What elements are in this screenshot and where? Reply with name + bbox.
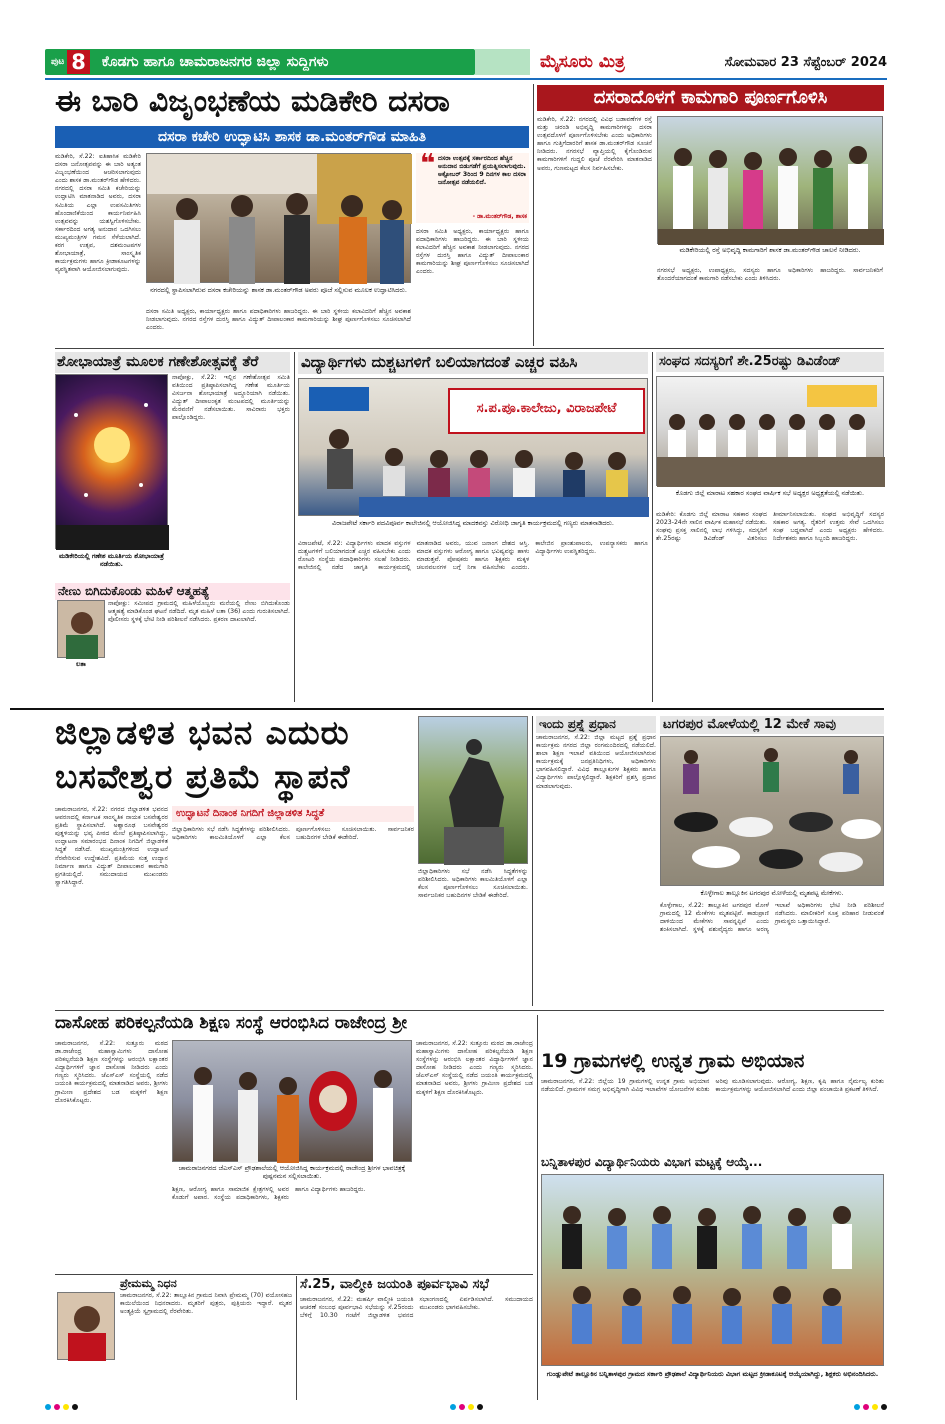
- story3-photo-illustration: [56, 375, 169, 550]
- story1-caption: ನಗರದಲ್ಲಿ ಸ್ಥಾಪಿಸಲಾಗಿರುವ ದಸರಾ ಕಚೇರಿಯನ್ನು ಶಾಸಕ ಡಾ.ಮಂತರ್‌ಗೌಡ ಅವರು ಪೂಜೆ ಸಲ್ಲಿಸುವ ಮೂಲಕ ಉದ್ಘಾಟಿಸಿದರು.: [150, 286, 407, 294]
- story4-photo-illustration: [299, 379, 649, 517]
- issue-date: ಸೋಮವಾರ 23 ಸೆಪ್ಟೆಂಬರ್ 2024: [724, 54, 887, 70]
- registration-dots-center: [450, 1404, 483, 1410]
- section-rule: [10, 708, 884, 710]
- column-rule: [533, 84, 534, 346]
- story10-body-col3: ಚಾಮರಾಜನಗರ, ಸೆ.22: ಸುತ್ತೂರು ಮಠದ ಡಾ.ರಾಜೇಂದ್ರ ಮಹಾಸ್ವಾಮಿಗಳು ದಾಸೋಹ ಪರಿಕಲ್ಪನೆಯಡಿ ಶಿಕ್ಷಣ ಸಂಸ್ಥೆಗಳನ್ನು ಆರಂಭಿಸಿ ಲಕ್ಷಾಂತರ ವಿದ್ಯಾರ್ಥಿಗಳಿಗೆ ಜ್ಞಾನ ದಾಸೋಹ ನೀಡಿದರು ಎಂದು ಗಣ್ಯರು ಸ್ಮರಿಸಿದರು. ಜೆಎಸ್‌ಎಸ್ ಸಂಸ್ಥೆಯಲ್ಲಿ ನಡೆದ ಜಯಂತಿ ಕಾರ್ಯಕ್ರಮದಲ್ಲಿ ಮಾತನಾಡಿದ ಅವರು, ಶ್ರೀಗಳು ಗ್ರಾಮೀಣ ಪ್ರದೇಶದ ಬಡ ಮಕ್ಕಳಿಗೆ ಶಿಕ್ಷಣ ದೊರಕಿಸಿಕೊಟ್ಟರು.: [416, 1040, 535, 1096]
- column-rule: [294, 352, 295, 702]
- story12-caption: ಗುಂಡ್ಲುಪೇಟೆ ತಾಲ್ಲೂಕಿನ ಬನ್ನಿತಾಳಪುರ ಗ್ರಾಮದ ಸರ್ಕಾರಿ ಪ್ರೌಢಶಾಲೆ ವಿದ್ಯಾರ್ಥಿನಿಯರು ವಿಭಾಗ ಮಟ್ಟದ ಕ್ರೀಡಾಕೂಟಕ್ಕೆ ಆಯ್ಕೆಯಾಗಿದ್ದು, ಶಿಕ್ಷಕರು ಅಭಿನಂದಿಸಿದರು.: [546, 1370, 879, 1378]
- story5-body: ಮಡಿಕೇರಿ: ಕೊಡಗು ಜಿಲ್ಲೆ ಮಾರಾಟ ಸಹಕಾರ ಸಂಘದ 2023-24ನೇ ಸಾಲಿನ ವಾರ್ಷಿಕ ಮಹಾಸಭೆ ನಡೆಯಿತು. ಸಂಘವು ಪ್ರಸಕ್ತ ಸಾಲಿನಲ್ಲಿ ಲಾಭ ಗಳಿಸಿದ್ದು, ಸದಸ್ಯರಿಗೆ ಶೇ.25ರಷ್ಟು ಡಿವಿಡೆಂಡ್ ವಿತರಿಸಲು ತೀರ್ಮಾನಿಸಲಾಯಿತು. ಸಂಘದ ಅಭಿವೃದ್ಧಿಗೆ ಸದಸ್ಯರ ಸಹಕಾರ ಅಗತ್ಯ. ರೈತರಿಗೆ ಉತ್ತಮ ಸೇವೆ ಒದಗಿಸಲು ಸಂಘ ಬದ್ಧವಾಗಿದೆ ಎಂದು ಅಧ್ಯಕ್ಷರು ಹೇಳಿದರು. ನಿರ್ದೇಶಕರು ಹಾಗೂ ಸಿಬ್ಬಂದಿ ಹಾಜರಿದ್ದರು.: [656, 511, 886, 543]
- story4-caption: ವಿರಾಜಪೇಟೆ ಸರ್ಕಾರಿ ಪದವಿಪೂರ್ವ ಕಾಲೇಜಿನಲ್ಲಿ ಆಯೋಜಿಸಿದ್ದ ಮಾದಕವಸ್ತು ವಿರೋಧಿ ಜಾಗೃತಿ ಕಾರ್ಯಕ್ರಮದಲ್ಲಿ ಗಣ್ಯರು ಮಾತನಾಡಿದರು.: [332, 519, 614, 527]
- story1-body-bottom: ದಸರಾ ಸಮಿತಿ ಅಧ್ಯಕ್ಷರು, ಕಾರ್ಯಾಧ್ಯಕ್ಷರು ಹಾಗೂ ಪದಾಧಿಕಾರಿಗಳು ಹಾಜರಿದ್ದರು. ಈ ಬಾರಿ ಸ್ಥಳೀಯ ಕಲಾವಿದರಿಗೆ ಹೆಚ್ಚಿನ ಅವಕಾಶ ನೀಡಲಾಗುವುದು. ನಗರದ ರಸ್ತೆಗಳ ದುರಸ್ತಿ ಹಾಗೂ ವಿದ್ಯುತ್ ದೀಪಾಲಂಕಾರ ಕಾಮಗಾರಿಯನ್ನು ಶೀಘ್ರ ಪೂರ್ಣಗೊಳಿಸಲು ಸೂಚಿಸಲಾಗಿದೆ ಎಂದರು.: [146, 308, 413, 332]
- story2-photo-illustration: [658, 117, 884, 245]
- story10-body-col1: ಚಾಮರಾಜನಗರ, ಸೆ.22: ಸುತ್ತೂರು ಮಠದ ಡಾ.ರಾಜೇಂದ್ರ ಮಹಾಸ್ವಾಮಿಗಳು ದಾಸೋಹ ಪರಿಕಲ್ಪನೆಯಡಿ ಶಿಕ್ಷಣ ಸಂಸ್ಥೆಗಳನ್ನು ಆರಂಭಿಸಿ ಲಕ್ಷಾಂತರ ವಿದ್ಯಾರ್ಥಿಗಳಿಗೆ ಜ್ಞಾನ ದಾಸೋಹ ನೀಡಿದರು ಎಂದು ಗಣ್ಯರು ಸ್ಮರಿಸಿದರು. ಜೆಎಸ್‌ಎಸ್ ಸಂಸ್ಥೆಯಲ್ಲಿ ನಡೆದ ಜಯಂತಿ ಕಾರ್ಯಕ್ರಮದಲ್ಲಿ ಮಾತನಾಡಿದ ಅವರು, ಶ್ರೀಗಳು ಗ್ರಾಮೀಣ ಪ್ರದೇಶದ ಬಡ ಮಕ್ಕಳಿಗೆ ಶಿಕ್ಷಣ ದೊರಕಿಸಿಕೊಟ್ಟರು.: [55, 1040, 170, 1104]
- story1-photo: [146, 153, 411, 283]
- story8-body: ಚಾಮರಾಜನಗರ, ಸೆ.22: ಜಿಲ್ಲಾ ಮಟ್ಟದ ಪ್ರಶ್ನೆ ಪ್ರಧಾನ ಕಾರ್ಯಕ್ರಮ ನಗರದ ಜಿಲ್ಲಾ ರಂಗಮಂದಿರದಲ್ಲಿ ನಡೆಯಲಿದೆ. ಶಾಲಾ ಶಿಕ್ಷಣ ಇಲಾಖೆ ವತಿಯಿಂದ ಆಯೋಜಿಸಲಾಗಿರುವ ಕಾರ್ಯಕ್ರಮಕ್ಕೆ ಜನಪ್ರತಿನಿಧಿಗಳು, ಅಧಿಕಾರಿಗಳು ಭಾಗವಹಿಸಲಿದ್ದಾರೆ. ವಿವಿಧ ತಾಲ್ಲೂಕುಗಳ ಶಿಕ್ಷಕರು ಹಾಗೂ ವಿದ್ಯಾರ್ಥಿಗಳು ಪಾಲ್ಗೊಳ್ಳಲಿದ್ದಾರೆ. ಶಿಕ್ಷಕರಿಗೆ ಪ್ರಶಸ್ತಿ ಪ್ರದಾನ ಮಾಡಲಾಗುವುದು.: [536, 734, 658, 790]
- story9-photo: [660, 736, 884, 886]
- story1-body-col1: ಮಡಿಕೇರಿ, ಸೆ.22: ಐತಿಹಾಸಿಕ ಮಡಿಕೇರಿ ದಸರಾ ಜನೋತ್ಸವವನ್ನು ಈ ಬಾರಿ ಅತ್ಯಂತ ವಿಜೃಂಭಣೆಯಿಂದ ಆಚರಿಸಲಾಗುವುದು ಎಂದು ಶಾಸಕ ಡಾ.ಮಂತರ್‌ಗೌಡ ಹೇಳಿದರು. ನಗರದಲ್ಲಿ ದಸರಾ ಸಮಿತಿ ಕಚೇರಿಯನ್ನು ಉದ್ಘಾಟಿಸಿ ಮಾತನಾಡಿದ ಅವರು, ದಸರಾ ಸಮಿತಿಯ ಎಲ್ಲಾ ಉಪಸಮಿತಿಗಳು ಹೊಂದಾಣಿಕೆಯಿಂದ ಕಾರ್ಯನಿರ್ವಹಿಸಿ ಉತ್ಸವವನ್ನು ಯಶಸ್ವಿಗೊಳಿಸಬೇಕು. ಸರ್ಕಾರದಿಂದ ಅಗತ್ಯ ಅನುದಾನ ಒದಗಿಸಲು ಮುಖ್ಯಮಂತ್ರಿಗಳ ಗಮನ ಸೆಳೆಯಲಾಗಿದೆ. ಕರಗ ಉತ್ಸವ, ದಶಮಂಟಪಗಳ ಶೋಭಾಯಾತ್ರೆ, ಸಾಂಸ್ಕೃತಿಕ ಕಾರ್ಯಕ್ರಮಗಳು ಹಾಗೂ ಕ್ರೀಡಾಕೂಟಗಳನ್ನು ವ್ಯವಸ್ಥಿತವಾಗಿ ಆಯೋಜಿಸಲಾಗುವುದು.: [55, 153, 143, 274]
- column-rule: [652, 352, 653, 702]
- story4-photo: [298, 378, 648, 516]
- story10-body-col2: ಶಿಕ್ಷಣ, ಆರೋಗ್ಯ ಹಾಗೂ ಸಾಮಾಜಿಕ ಕ್ಷೇತ್ರಗಳಲ್ಲಿ ಅವರ ಕೊಡುಗೆ ಅಪಾರ. ಸಂಸ್ಥೆಯ ಪದಾಧಿಕಾರಿಗಳು, ಶಿಕ್ಷಕರು ಹಾಗೂ ವಿದ್ಯಾರ್ಥಿಗಳು ಹಾಜರಿದ್ದರು.: [172, 1186, 366, 1202]
- story4-headline: ವಿದ್ಯಾರ್ಥಿಗಳು ದುಶ್ಚಟಗಳಿಗೆ ಬಲಿಯಾಗದಂತೆ ಎಚ್ಚರ ವಹಿಸಿ: [298, 352, 648, 374]
- page-label: ಪುಟ: [51, 57, 65, 67]
- story11-body: ಚಾಮರಾಜನಗರ, ಸೆ.22: ಜಿಲ್ಲೆಯ 19 ಗ್ರಾಮಗಳಲ್ಲಿ ಉನ್ನತ ಗ್ರಾಮ ಅಭಿಯಾನ ನಡೆಯಲಿದೆ. ಗ್ರಾಮಗಳ ಸಮಗ್ರ ಅಭಿವೃದ್ಧಿಗಾಗಿ ವಿವಿಧ ಇಲಾಖೆಗಳ ಯೋಜನೆಗಳ ಕುರಿತು ಅರಿವು ಮೂಡಿಸಲಾಗುವುದು. ಆರೋಗ್ಯ, ಶಿಕ್ಷಣ, ಕೃಷಿ ಹಾಗೂ ನೈರ್ಮಲ್ಯ ಕುರಿತು ಕಾರ್ಯಕ್ರಮಗಳನ್ನು ಆಯೋಜಿಸಲಾಗಿದೆ ಎಂದು ಜಿಲ್ಲಾ ಪಂಚಾಯಿತಿ ಪ್ರಕಟಣೆ ತಿಳಿಸಿದೆ.: [541, 1078, 886, 1094]
- story4-body: ವಿರಾಜಪೇಟೆ, ಸೆ.22: ವಿದ್ಯಾರ್ಥಿಗಳು ಮಾದಕ ವಸ್ತುಗಳ ದುಶ್ಚಟಗಳಿಗೆ ಬಲಿಯಾಗದಂತೆ ಎಚ್ಚರ ವಹಿಸಬೇಕು ಎಂದು ರೋಟರಿ ಸಂಸ್ಥೆಯ ಪದಾಧಿಕಾರಿಗಳು ಸಲಹೆ ನೀಡಿದರು. ಕಾಲೇಜಿನಲ್ಲಿ ನಡೆದ ಜಾಗೃತಿ ಕಾರ್ಯಕ್ರಮದಲ್ಲಿ ಮಾತನಾಡಿದ ಅವರು, ಯುವ ಜನಾಂಗ ದೇಶದ ಆಸ್ತಿ. ಮಾದಕ ವಸ್ತುಗಳು ಆರೋಗ್ಯ ಹಾಗೂ ಭವಿಷ್ಯವನ್ನು ಹಾಳು ಮಾಡುತ್ತವೆ. ಪೋಷಕರು ಹಾಗೂ ಶಿಕ್ಷಕರು ಮಕ್ಕಳ ಚಲನವಲನಗಳ ಬಗ್ಗೆ ನಿಗಾ ವಹಿಸಬೇಕು ಎಂದರು. ಕಾಲೇಜಿನ ಪ್ರಾಂಶುಪಾಲರು, ಉಪನ್ಯಾಸಕರು ಹಾಗೂ ವಿದ್ಯಾರ್ಥಿಗಳು ಉಪಸ್ಥಿತರಿದ್ದರು.: [298, 540, 650, 572]
- statue-illustration: [419, 717, 529, 865]
- story1-headline: ಈ ಬಾರಿ ವಿಜೃಂಭಣೆಯ ಮಡಿಕೇರಿ ದಸರಾ: [55, 84, 450, 119]
- story11-headline: 19 ಗ್ರಾಮಗಳಲ್ಲಿ ಉನ್ನತ ಗ್ರಾಮ ಅಭಿಯಾನ: [541, 1050, 805, 1072]
- story7-headline-line2: ಬಸವೇಶ್ವರ ಪ್ರತಿಮೆ ಸ್ಥಾಪನೆ: [55, 757, 351, 796]
- story13-body: ಚಾಮರಾಜನಗರ, ಸೆ.22: ತಾಲ್ಲೂಕಿನ ಗ್ರಾಮದ ನಿವಾಸಿ ಪ್ರೇಮಮ್ಮ (70) ವಯೋಸಹಜ ಕಾಯಿಲೆಯಿಂದ ನಿಧನರಾದರು. ಮೃತರಿಗೆ ಪುತ್ರರು, ಪುತ್ರಿಯರು ಇದ್ದಾರೆ. ಮೃತರ ಅಂತ್ಯಕ್ರಿಯೆ ಸ್ವಗ್ರಾಮದಲ್ಲಿ ನೆರವೇರಿತು.: [120, 1292, 294, 1316]
- banner-decoration: [475, 49, 530, 75]
- story2-photo: [657, 116, 883, 244]
- story7-body-col1: ಚಾಮರಾಜನಗರ, ಸೆ.22: ನಗರದ ಜಿಲ್ಲಾಡಳಿತ ಭವನದ ಆವರಣದಲ್ಲಿ ಕರ್ನಾಟಕ ಸಾಂಸ್ಕೃತಿಕ ನಾಯಕ ಬಸವೇಶ್ವರರ ಪ್ರತಿಮೆ ಸ್ಥಾಪಿಸಲಾಗಿದೆ. ಅಶ್ವಾರೂಢ ಬಸವೇಶ್ವರರ ಪುತ್ಥಳಿಯನ್ನು ಭವ್ಯ ಪೀಠದ ಮೇಲೆ ಪ್ರತಿಷ್ಠಾಪಿಸಲಾಗಿದ್ದು, ಉದ್ಘಾಟನಾ ಸಮಾರಂಭದ ದಿನಾಂಕ ನಿಗದಿಗೆ ಜಿಲ್ಲಾಡಳಿತ ಸಿದ್ಧತೆ ನಡೆಸಿದೆ. ಮುಖ್ಯಮಂತ್ರಿಗಳಿಂದ ಉದ್ಘಾಟನೆ ನೆರವೇರಿಸುವ ಉದ್ದೇಶವಿದೆ. ಪ್ರತಿಮೆಯ ಸುತ್ತ ಉದ್ಯಾನ ನಿರ್ಮಾಣ ಹಾಗೂ ವಿದ್ಯುತ್ ದೀಪಾಲಂಕಾರ ಕಾಮಗಾರಿ ಪ್ರಗತಿಯಲ್ಲಿದೆ. ಸಮುದಾಯದ ಮುಖಂಡರು ಸ್ವಾಗತಿಸಿದ್ದಾರೆ.: [55, 806, 170, 886]
- story13-headline: ಪ್ರೇಮಮ್ಮ ನಿಧನ: [120, 1277, 177, 1290]
- story7-photo: [418, 716, 528, 864]
- section-rule: [55, 1274, 533, 1275]
- story5-photo-illustration: [657, 377, 885, 487]
- story10-headline: ದಾಸೋಹ ಪರಿಕಲ್ಪನೆಯಡಿ ಶಿಕ್ಷಣ ಸಂಸ್ಥೆ ಆರಂಭಿಸಿದ ರಾಜೇಂದ್ರ ಶ್ರೀ: [55, 1013, 408, 1033]
- story8-headline: ಇಂದು ಪ್ರಶ್ನೆ ಪ್ರಧಾನ: [536, 716, 656, 733]
- quote-mark-icon: ❝: [420, 149, 436, 179]
- story14-headline: ಸೆ.25, ವಾಲ್ಮೀಕಿ ಜಯಂತಿ ಪೂರ್ವಭಾವಿ ಸಭೆ: [300, 1277, 489, 1292]
- story1-quote-box: [416, 149, 529, 223]
- portrait-icon: [58, 1293, 116, 1361]
- story1-body-col3: ದಸರಾ ಸಮಿತಿ ಅಧ್ಯಕ್ಷರು, ಕಾರ್ಯಾಧ್ಯಕ್ಷರು ಹಾಗೂ ಪದಾಧಿಕಾರಿಗಳು ಹಾಜರಿದ್ದರು. ಈ ಬಾರಿ ಸ್ಥಳೀಯ ಕಲಾವಿದರಿಗೆ ಹೆಚ್ಚಿನ ಅವಕಾಶ ನೀಡಲಾಗುವುದು. ನಗರದ ರಸ್ತೆಗಳ ದುರಸ್ತಿ ಹಾಗೂ ವಿದ್ಯುತ್ ದೀಪಾಲಂಕಾರ ಕಾಮಗಾರಿಯನ್ನು ಶೀಘ್ರ ಪೂರ್ಣಗೊಳಿಸಲು ಸೂಚಿಸಲಾಗಿದೆ ಎಂದರು.: [416, 228, 531, 276]
- registration-dots-left: [45, 1404, 78, 1410]
- story7-subhead: ಉದ್ಘಾಟನೆ ದಿನಾಂಕ ನಿಗದಿಗೆ ಜಿಲ್ಲಾಡಳಿತ ಸಿದ್ಧತೆ: [172, 806, 414, 822]
- story7-body-col2: ಜಿಲ್ಲಾಧಿಕಾರಿಗಳು ಸಭೆ ನಡೆಸಿ ಸಿದ್ಧತೆಗಳನ್ನು ಪರಿಶೀಲಿಸಿದರು. ಅಧಿಕಾರಿಗಳು ಕಾಲಮಿತಿಯೊಳಗೆ ಎಲ್ಲಾ ಕೆಲಸ ಪೂರ್ಣಗೊಳಿಸಲು ಸೂಚಿಸಲಾಯಿತು. ಸಾರ್ವಜನಿಕರ ಬಹುದಿನಗಳ ಬೇಡಿಕೆ ಈಡೇರಿದೆ.: [172, 826, 416, 842]
- page-number: 8: [67, 50, 90, 74]
- story5-caption: ಕೊಡಗು ಜಿಲ್ಲೆ ಮಾರಾಟ ಸಹಕಾರ ಸಂಘದ ವಾರ್ಷಿಕ ಸಭೆ ಅಧ್ಯಕ್ಷರ ಅಧ್ಯಕ್ಷತೆಯಲ್ಲಿ ನಡೆಯಿತು.: [675, 489, 865, 497]
- story6-photo: [57, 600, 105, 658]
- story5-headline: ಸಂಘದ ಸದಸ್ಯರಿಗೆ ಶೇ.25ರಷ್ಟು ಡಿವಿಡೆಂಡ್: [656, 352, 884, 372]
- story6-photo-label: ಲತಾ: [76, 660, 86, 668]
- newspaper-logo: ಮೈಸೂರು ಮಿತ್ರ: [540, 52, 625, 72]
- story3-photo: [55, 374, 168, 549]
- story1-quote-text: ದಸರಾ ಉತ್ಸವಕ್ಕೆ ಸರ್ಕಾರದಿಂದ ಹೆಚ್ಚಿನ ಅನುದಾನ ಬಿಡುಗಡೆಗೆ ಪ್ರಯತ್ನಿಸಲಾಗುವುದು. ಅಕ್ಟೋಬರ್ 3ರಿಂದ 9 ದಿನಗಳ ಕಾಲ ದಸರಾ ಜನೋತ್ಸವ ನಡೆಯಲಿದೆ.: [438, 155, 527, 186]
- story1-subhead: ದಸರಾ ಕಚೇರಿ ಉದ್ಘಾಟಿಸಿ ಶಾಸಕ ಡಾ.ಮಂತರ್‌ಗೌಡ ಮಾಹಿತಿ: [55, 126, 529, 148]
- story3-caption: ಮಡಿಕೇರಿಯಲ್ಲಿ ಗಣೇಶ ಮೂರ್ತಿಯ ಶೋಭಾಯಾತ್ರೆ ನಡೆಯಿತು.: [58, 552, 165, 569]
- page-number-box: [45, 49, 94, 75]
- section-rule: [55, 348, 884, 349]
- story4-banner-text: ಸ.ಪ.ಪೂ.ಕಾಲೇಜು, ವಿರಾಜಪೇಟೆ: [476, 401, 617, 416]
- story2-caption: ಮಡಿಕೇರಿಯಲ್ಲಿ ರಸ್ತೆ ಅಭಿವೃದ್ಧಿ ಕಾಮಗಾರಿಗೆ ಶಾಸಕ ಡಾ.ಮಂತರ್‌ಗೌಡ ಚಾಲನೆ ನೀಡಿದರು.: [679, 246, 861, 254]
- story9-body: ಕೊಳ್ಳೇಗಾಲ, ಸೆ.22: ತಾಲ್ಲೂಕಿನ ಟಗರಪುರ ಮೋಳೆ ಗ್ರಾಮದಲ್ಲಿ 12 ಮೇಕೆಗಳು ಮೃತಪಟ್ಟಿವೆ. ಕಾಡುಪ್ರಾಣಿ ದಾಳಿಯಿಂದ ಮೇಕೆಗಳು ಸಾವನ್ನಪ್ಪಿವೆ ಎಂದು ಶಂಕಿಸಲಾಗಿದೆ. ಸ್ಥಳಕ್ಕೆ ಪಶುವೈದ್ಯರು ಹಾಗೂ ಅರಣ್ಯ ಇಲಾಖೆ ಅಧಿಕಾರಿಗಳು ಭೇಟಿ ನೀಡಿ ಪರಿಶೀಲನೆ ನಡೆಸಿದರು. ಮಾಲೀಕರಿಗೆ ಸೂಕ್ತ ಪರಿಹಾರ ನೀಡುವಂತೆ ಗ್ರಾಮಸ್ಥರು ಒತ್ತಾಯಿಸಿದ್ದಾರೆ.: [660, 902, 886, 934]
- column-rule: [532, 716, 533, 1006]
- section-banner: [45, 49, 475, 75]
- story9-caption: ಕೊಳ್ಳೇಗಾಲ ತಾಲ್ಲೂಕಿನ ಟಗರಪುರ ಮೋಳೆಯಲ್ಲಿ ಮೃತಪಟ್ಟ ಮೇಕೆಗಳು.: [700, 889, 844, 897]
- portrait-icon: [58, 601, 106, 659]
- section-title: ಕೊಡಗು ಹಾಗೂ ಚಾಮರಾಜನಗರ ಜಿಲ್ಲಾ ಸುದ್ದಿಗಳು: [101, 54, 329, 70]
- story12-photo: [541, 1174, 884, 1366]
- story9-photo-illustration: [661, 737, 885, 887]
- story2-body-col1: ಮಡಿಕೇರಿ, ಸೆ.22: ನಗರದಲ್ಲಿ ವಿವಿಧ ಬಡಾವಣೆಗಳ ರಸ್ತೆ ಮತ್ತು ಚರಂಡಿ ಅಭಿವೃದ್ಧಿ ಕಾಮಗಾರಿಗಳನ್ನು ದಸರಾ ಉತ್ಸವದೊಳಗೆ ಪೂರ್ಣಗೊಳಿಸಬೇಕು ಎಂದು ಅಧಿಕಾರಿಗಳು ಹಾಗೂ ಗುತ್ತಿಗೆದಾರರಿಗೆ ಶಾಸಕ ಡಾ.ಮಂತರ್‌ಗೌಡ ಸೂಚನೆ ನೀಡಿದರು. ನಗರಸಭೆ ವ್ಯಾಪ್ತಿಯಲ್ಲಿ ಕೈಗೊಂಡಿರುವ ಕಾಮಗಾರಿಗಳಿಗೆ ಗುದ್ದಲಿ ಪೂಜೆ ನೆರವೇರಿಸಿ ಮಾತನಾಡಿದ ಅವರು, ಗುಣಮಟ್ಟದ ಕೆಲಸ ನಿರ್ವಹಿಸಬೇಕು.: [537, 116, 654, 172]
- story12-headline: ಬನ್ನಿತಾಳಪುರ ವಿದ್ಯಾರ್ಥಿನಿಯರು ವಿಭಾಗ ಮಟ್ಟಕ್ಕೆ ಆಯ್ಕೆ...: [541, 1155, 763, 1169]
- section-rule: [55, 1010, 884, 1011]
- story10-photo: [172, 1040, 412, 1162]
- story1-quote-attribution: - ಡಾ.ಮಂತರ್‌ಗೌಡ, ಶಾಸಕ: [472, 213, 527, 220]
- masthead: [45, 48, 887, 76]
- story14-body: ಚಾಮರಾಜನಗರ, ಸೆ.22: ಮಹರ್ಷಿ ವಾಲ್ಮೀಕಿ ಜಯಂತಿ ಆಚರಣೆ ಸಂಬಂಧ ಪೂರ್ವಭಾವಿ ಸಭೆಯನ್ನು ಸೆ.25ರಂದು ಬೆಳಿಗ್ಗೆ 10.30 ಗಂಟೆಗೆ ಜಿಲ್ಲಾಡಳಿತ ಭವನದ ಸಭಾಂಗಣದಲ್ಲಿ ಏರ್ಪಡಿಸಲಾಗಿದೆ. ಸಮುದಾಯದ ಮುಖಂಡರು ಭಾಗವಹಿಸಬೇಕು.: [300, 1296, 535, 1320]
- story2-headline: ದಸರಾದೊಳಗೆ ಕಾಮಗಾರಿ ಪೂರ್ಣಗೊಳಿಸಿ: [537, 85, 884, 111]
- column-rule: [537, 1015, 538, 1400]
- story6-headline: ನೇಣು ಬಿಗಿದುಕೊಂಡು ಮಹಿಳೆ ಆತ್ಮಹತ್ಯೆ: [55, 583, 290, 600]
- story3-headline: ಶೋಭಾಯಾತ್ರೆ ಮೂಲಕ ಗಣೇಶೋತ್ಸವಕ್ಕೆ ತೆರೆ: [55, 352, 290, 373]
- story9-headline: ಟಗರಪುರ ಮೋಳೆಯಲ್ಲಿ 12 ಮೇಕೆ ಸಾವು: [660, 716, 884, 734]
- registration-dots-right: [854, 1404, 887, 1410]
- story1-photo-illustration: [147, 154, 412, 284]
- story13-photo: [57, 1292, 115, 1360]
- story5-photo: [656, 376, 884, 486]
- story10-photo-illustration: [173, 1041, 413, 1163]
- story6-body: ನಾಪೋಕ್ಲು: ಸಮೀಪದ ಗ್ರಾಮದಲ್ಲಿ ಮಹಿಳೆಯೊಬ್ಬರು ಮನೆಯಲ್ಲಿ ನೇಣು ಬಿಗಿದುಕೊಂಡು ಆತ್ಮಹತ್ಯೆ ಮಾಡಿಕೊಂಡ ಘಟನೆ ನಡೆದಿದೆ. ಮೃತ ಮಹಿಳೆ ಲತಾ (36) ಎಂದು ಗುರುತಿಸಲಾಗಿದೆ. ಪೊಲೀಸರು ಸ್ಥಳಕ್ಕೆ ಭೇಟಿ ನೀಡಿ ಪರಿಶೀಲನೆ ನಡೆಸಿದರು. ಪ್ರಕರಣ ದಾಖಲಾಗಿದೆ.: [108, 600, 292, 624]
- story12-photo-illustration: [542, 1175, 885, 1367]
- story10-caption: ಚಾಮರಾಜನಗರದ ಜೆಎಸ್‌ಎಸ್ ಪ್ರೌಢಶಾಲೆಯಲ್ಲಿ ಆಯೋಜಿಸಿದ್ದ ಕಾರ್ಯಕ್ರಮದಲ್ಲಿ ರಾಜೇಂದ್ರ ಶ್ರೀಗಳ ಭಾವಚಿತ್ರಕ್ಕೆ ಪುಷ್ಪನಮನ ಸಲ್ಲಿಸಲಾಯಿತು.: [178, 1164, 406, 1181]
- print-registration-bar: [45, 1402, 887, 1412]
- story7-headline-line1: ಜಿಲ್ಲಾಡಳಿತ ಭವನ ಎದುರು: [55, 713, 350, 752]
- masthead-rule: [45, 78, 887, 80]
- story3-body: ನಾಪೋಕ್ಲು, ಸೆ.22: ಇಲ್ಲಿನ ಗಣೇಶೋತ್ಸವ ಸಮಿತಿ ವತಿಯಿಂದ ಪ್ರತಿಷ್ಠಾಪಿಸಲಾಗಿದ್ದ ಗಣೇಶ ಮೂರ್ತಿಯ ವಿಸರ್ಜನಾ ಶೋಭಾಯಾತ್ರೆ ಅದ್ದೂರಿಯಾಗಿ ನಡೆಯಿತು. ವಿದ್ಯುತ್ ದೀಪಾಲಂಕೃತ ಮಂಟಪದಲ್ಲಿ ಮೂರ್ತಿಯನ್ನು ಮೆರವಣಿಗೆ ನಡೆಸಲಾಯಿತು. ಸಾವಿರಾರು ಭಕ್ತರು ಪಾಲ್ಗೊಂಡಿದ್ದರು.: [172, 374, 292, 422]
- column-rule: [296, 1276, 297, 1400]
- story7-body-col3: ಜಿಲ್ಲಾಧಿಕಾರಿಗಳು ಸಭೆ ನಡೆಸಿ ಸಿದ್ಧತೆಗಳನ್ನು ಪರಿಶೀಲಿಸಿದರು. ಅಧಿಕಾರಿಗಳು ಕಾಲಮಿತಿಯೊಳಗೆ ಎಲ್ಲಾ ಕೆಲಸ ಪೂರ್ಣಗೊಳಿಸಲು ಸೂಚಿಸಲಾಯಿತು. ಸಾರ್ವಜನಿಕರ ಬಹುದಿನಗಳ ಬೇಡಿಕೆ ಈಡೇರಿದೆ.: [418, 868, 530, 900]
- story2-body-col2: ನಗರಸಭೆ ಅಧ್ಯಕ್ಷರು, ಉಪಾಧ್ಯಕ್ಷರು, ಸದಸ್ಯರು ಹಾಗೂ ಅಧಿಕಾರಿಗಳು ಹಾಜರಿದ್ದರು. ಸಾರ್ವಜನಿಕರಿಗೆ ತೊಂದರೆಯಾಗದಂತೆ ಕಾಮಗಾರಿ ನಡೆಸಬೇಕು ಎಂದು ತಿಳಿಸಿದರು.: [657, 267, 885, 283]
